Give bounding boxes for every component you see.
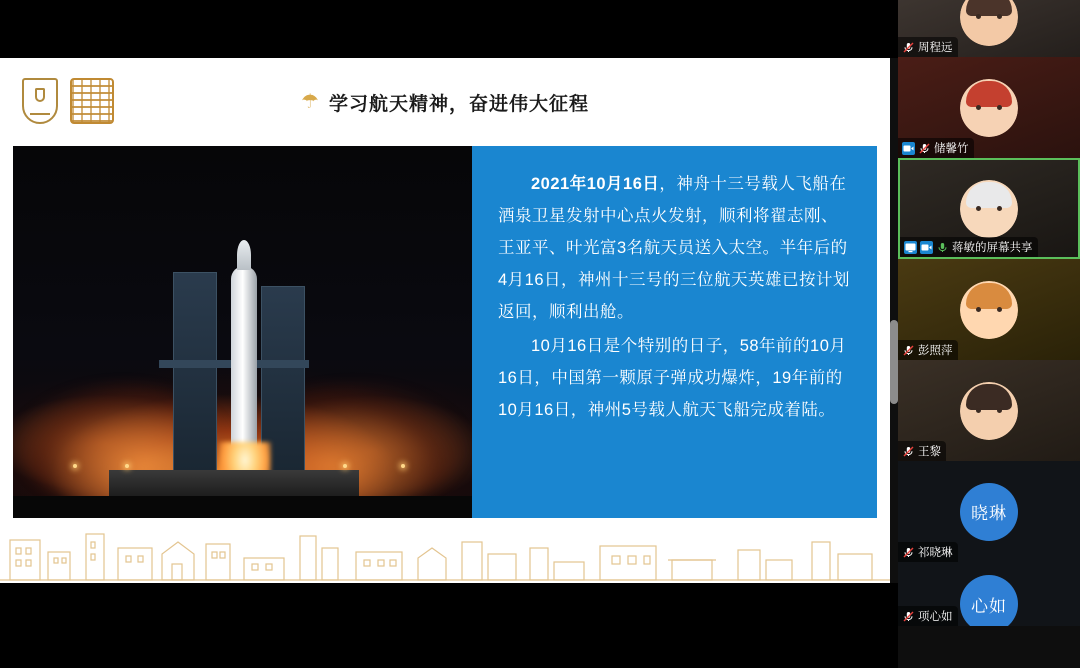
participant-tile[interactable] — [898, 57, 1080, 158]
launch-pad — [109, 470, 359, 498]
avatar — [960, 0, 1018, 46]
avatar — [960, 281, 1018, 339]
slide-paragraph-1 — [498, 168, 851, 328]
slide-footer-skyline — [0, 518, 890, 583]
slide-paragraph-1-lead: 2021年10月16日 — [531, 175, 660, 193]
participant-name: 祁晓琳 — [918, 547, 953, 559]
slide-body — [13, 146, 877, 518]
slide-paragraph-2 — [498, 330, 851, 426]
mic-muted-icon — [902, 610, 915, 623]
avatar-eyes — [974, 408, 1004, 413]
mic-muted-icon — [902, 344, 915, 357]
ground-line — [13, 496, 472, 518]
participant-name-bar — [898, 138, 974, 158]
participant-tile[interactable] — [898, 360, 1080, 461]
slide-text-panel — [472, 146, 877, 518]
avatar — [960, 79, 1018, 137]
participant-tile-active[interactable] — [898, 158, 1080, 259]
avatar-eyes — [974, 307, 1004, 312]
participant-name-bar — [900, 237, 1038, 257]
participant-tile[interactable] — [898, 461, 1080, 562]
screen-share-icon — [904, 241, 917, 254]
avatar-initial: 晓琳 — [960, 483, 1018, 541]
avatar-eyes — [974, 14, 1004, 19]
pad-lamp-icon — [125, 464, 129, 468]
participant-name: 周程远 — [918, 42, 953, 54]
rocket-launch-photo — [13, 146, 472, 518]
slide-header — [0, 58, 890, 146]
avatar-eyes — [974, 105, 1004, 110]
participant-name-bar — [898, 441, 946, 461]
participant-name: 彭照萍 — [918, 345, 953, 357]
mic-muted-icon — [902, 546, 915, 559]
participant-strip[interactable] — [898, 0, 1080, 668]
participant-name-bar — [898, 37, 958, 57]
pad-lamp-icon — [343, 464, 347, 468]
avatar — [960, 180, 1018, 238]
avatar-eyes — [974, 206, 1004, 211]
mic-muted-icon — [918, 142, 931, 155]
participant-name: 蒋敏的屏幕共享 — [952, 242, 1033, 254]
participant-name: 储馨竹 — [934, 143, 969, 155]
slide-title-wrap — [0, 58, 890, 146]
pad-lamp-icon — [73, 464, 77, 468]
slide-paragraph-1-rest: ，神舟十三号载人飞船在酒泉卫星发射中心点火发射，顺利将翟志刚、王亚平、叶光富3名航天员送入太空。半年后的4月16日，神州十三号的三位航天英雄已按计划返回，顺利出舱。 — [498, 175, 851, 321]
participant-name-bar — [898, 606, 958, 626]
participant-name: 王黎 — [918, 446, 941, 458]
video-on-icon — [920, 241, 933, 254]
avatar-initial: 心如 — [960, 575, 1018, 626]
slide-paragraph-2-rest: 10月16日是个特别的日子，58年前的10月16日，中国第一颗原子弹成功爆炸，19年前的10月16日，神州5号载人航天飞船完成着陆。 — [498, 337, 847, 419]
launch-tower-left — [173, 272, 217, 472]
avatar — [960, 382, 1018, 440]
participant-tile[interactable] — [898, 0, 1080, 57]
participant-name-bar — [898, 542, 958, 562]
mic-muted-icon — [902, 41, 915, 54]
participant-name-bar — [898, 340, 958, 360]
mic-on-icon — [936, 241, 949, 254]
slide-title: 学习航天精神，奋进伟大征程 — [328, 93, 589, 115]
video-on-icon — [902, 142, 915, 155]
shared-content-scrollbar[interactable] — [890, 58, 898, 583]
participant-tile[interactable] — [898, 259, 1080, 360]
presentation-slide — [0, 58, 890, 583]
scrollbar-thumb[interactable] — [890, 320, 898, 404]
umbrella-icon: ☂ — [301, 91, 319, 113]
participant-tile[interactable] — [898, 562, 1080, 626]
participant-name: 项心如 — [918, 611, 953, 623]
pad-lamp-icon — [401, 464, 405, 468]
mic-muted-icon — [902, 445, 915, 458]
